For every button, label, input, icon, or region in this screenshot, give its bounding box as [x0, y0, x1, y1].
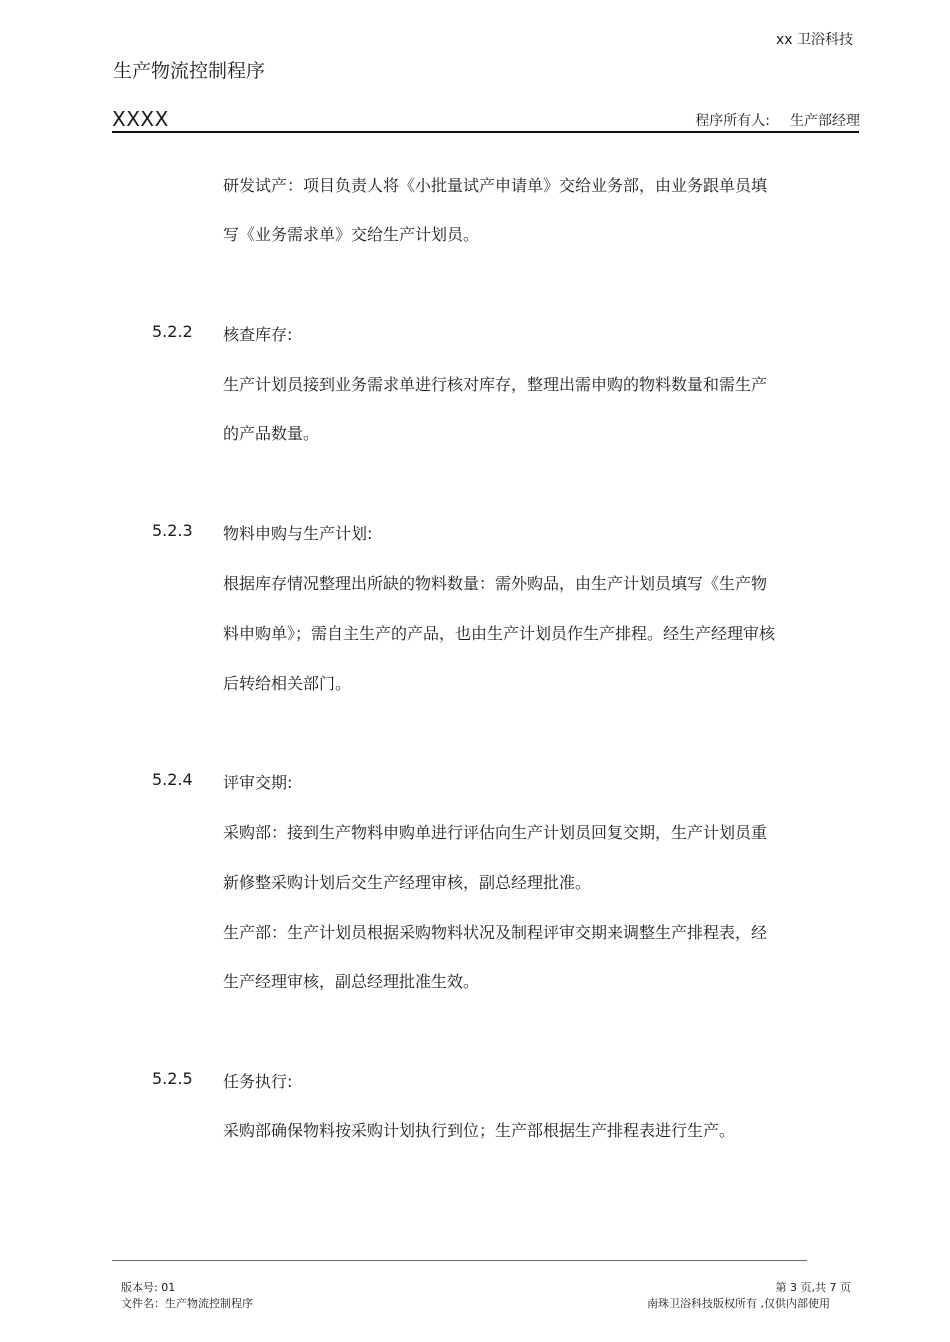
paragraph-line: 根据库存情况整理出所缺的物料数量：需外购品，由生产计划员填写《生产物 [223, 574, 768, 593]
copyright-notice: 南珠卫浴科技版权所有 ,仅供内部使用 [647, 1297, 830, 1310]
section-number: 5.2.3 [152, 521, 193, 540]
program-owner [695, 110, 860, 130]
paragraph-line: 生产经理审核，副总经理批准生效。 [223, 972, 480, 991]
paragraph-line: 生产部：生产计划员根据采购物料状况及制程评审交期来调整生产排程表，经 [223, 923, 768, 942]
paragraph-line: 采购部确保物料按采购计划执行到位；生产部根据生产排程表进行生产。 [223, 1121, 736, 1140]
page-number: 第 3 页,共 7 页 [775, 1281, 851, 1294]
paragraph-line: 后转给相关部门。 [223, 674, 352, 693]
section-heading: 任务执行: [223, 1072, 293, 1091]
paragraph-line: 写《业务需求单》交给生产计划员。 [223, 225, 480, 244]
paragraph-line: 采购部：接到生产物料申购单进行评估向生产计划员回复交期，生产计划员重 [223, 823, 768, 842]
document-code: XXXX [112, 107, 169, 131]
section-heading: 评审交期: [223, 773, 293, 792]
version-number: 版本号: 01 [121, 1281, 176, 1294]
paragraph-line: 料申购单》；需自主生产的产品，也由生产计划员作生产排程。经生产经理审核 [223, 624, 776, 643]
paragraph-line: 的产品数量。 [223, 424, 320, 443]
section-number: 5.2.5 [152, 1069, 193, 1088]
company-name: xx 卫浴科技 [775, 32, 853, 48]
owner-label: 程序所有人: [695, 113, 770, 129]
paragraph-line: 新修整采购计划后交生产经理审核，副总经理批准。 [223, 873, 592, 892]
paragraph-line: 生产计划员接到业务需求单进行核对库存，整理出需申购的物料数量和需生产 [223, 375, 768, 394]
section-heading: 核查库存: [223, 325, 293, 344]
section-heading: 物料申购与生产计划: [223, 524, 373, 543]
section-number: 5.2.4 [152, 770, 193, 789]
document-title: 生产物流控制程序 [113, 60, 266, 82]
paragraph-line: 研发试产：项目负责人将《小批量试产申请单》交给业务部，由业务跟单员填 [223, 176, 768, 195]
owner-value: 生产部经理 [790, 113, 860, 129]
header-divider [112, 131, 859, 133]
footer-divider [112, 1260, 807, 1261]
section-number: 5.2.2 [152, 322, 193, 341]
file-name: 文件名：生产物流控制程序 [121, 1297, 253, 1310]
